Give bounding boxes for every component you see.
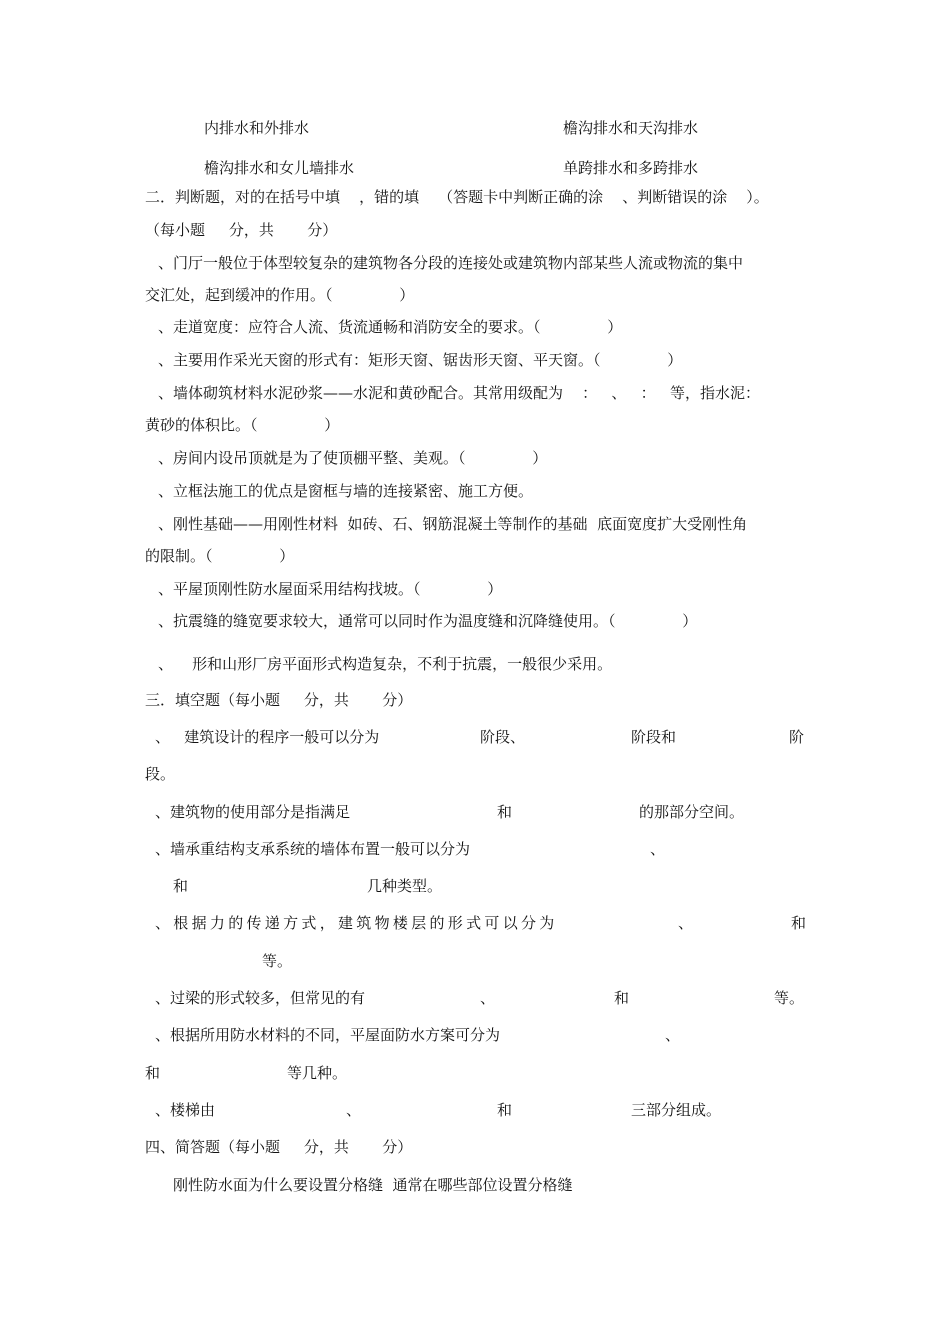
- fill-question-5-part: 和: [614, 989, 630, 1007]
- tf-question-5: 、房间内设吊顶就是为了使顶棚平整、美观。（ ）: [158, 449, 548, 467]
- fill-question-3-cont: 和: [173, 877, 189, 895]
- fill-question-1: 、 建筑设计的程序一般可以分为: [155, 728, 380, 746]
- fill-question-2: 、建筑物的使用部分是指满足: [155, 803, 351, 821]
- tf-question-10: 、 形和山形厂房平面形式构造复杂，不利于抗震，一般很少采用。: [158, 655, 613, 673]
- tf-question-9: 、抗震缝的缝宽要求较大，通常可以同时作为温度缝和沉降缝使用。（ ）: [158, 612, 698, 630]
- fill-question-1-cont: 段。: [145, 765, 176, 783]
- fill-question-5: 、过梁的形式较多，但常见的有: [155, 989, 366, 1007]
- tf-question-4: 、墙体砌筑材料水泥砂浆——水泥和黄砂配合。其常用级配为 ： 、 ： 等，指水泥：: [158, 384, 760, 402]
- tf-question-7: 、刚性基础——用刚性材料 如砖、石、钢筋混凝土等制作的基础 底面宽度扩大受刚性角: [158, 515, 748, 533]
- fill-question-4-part: 和: [791, 914, 807, 932]
- fill-question-7-part: 和: [497, 1101, 513, 1119]
- fill-question-7-part: 三部分组成。: [631, 1101, 722, 1119]
- fill-question-7-part: 、: [346, 1101, 362, 1119]
- fill-question-6-part: 等几种。: [287, 1064, 348, 1082]
- fill-question-6: 、根据所用防水材料的不同，平屋面防水方案可分为: [155, 1026, 501, 1044]
- fill-question-3-part: 、: [650, 840, 666, 858]
- fill-question-2-part: 的那部分空间。: [639, 803, 745, 821]
- tf-question-1: 、门厅一般位于体型较复杂的建筑物各分段的连接处或建筑物内部某些人流或物流的集中: [158, 254, 744, 272]
- fill-question-6-part: 、: [665, 1026, 681, 1044]
- fill-question-6-cont: 和: [145, 1064, 161, 1082]
- section3-heading: 三．填空题（每小题 分，共 分）: [145, 691, 413, 709]
- tf-question-7-cont: 的限制。（ ）: [145, 547, 295, 565]
- fill-question-7: 、楼梯由: [155, 1101, 216, 1119]
- fill-question-4: 、根据力的传递方式，建筑物楼层的形式可以分为: [155, 914, 558, 932]
- tf-question-6: 、立框法施工的优点是窗框与墙的连接紧密、施工方便。: [158, 482, 534, 500]
- fill-question-4-cont: 等。: [262, 952, 293, 970]
- section2-heading: 二．判断题，对的在括号中填 ，错的填 （答题卡中判断正确的涂 、判断错误的涂 ）。: [145, 188, 769, 206]
- fill-question-5-part: 等。: [774, 989, 805, 1007]
- tf-question-8: 、平屋顶刚性防水屋面采用结构找坡。（ ）: [158, 580, 503, 598]
- option-b: 檐沟排水和天沟排水: [563, 119, 699, 137]
- tf-question-1-cont: 交汇处，起到缓冲的作用。（ ）: [145, 286, 415, 304]
- fill-question-1-part: 阶段和: [631, 728, 677, 746]
- fill-question-2-part: 和: [497, 803, 513, 821]
- tf-question-2: 、走道宽度：应符合人流、货流通畅和消防安全的要求。（ ）: [158, 318, 623, 336]
- tf-question-4-cont: 黄砂的体积比。（ ）: [145, 416, 340, 434]
- tf-question-3: 、主要用作采光天窗的形式有：矩形天窗、锯齿形天窗、平天窗。（ ）: [158, 351, 683, 369]
- fill-question-3: 、墙承重结构支承系统的墙体布置一般可以分为: [155, 840, 471, 858]
- section4-heading: 四、简答题（每小题 分，共 分）: [145, 1138, 413, 1156]
- option-d: 单跨排水和多跨排水: [563, 159, 699, 177]
- fill-question-5-part: 、: [480, 989, 496, 1007]
- option-a: 内排水和外排水: [204, 119, 310, 137]
- fill-question-1-part: 阶: [789, 728, 805, 746]
- section2-heading-scoring: （每小题 分，共 分）: [145, 221, 338, 239]
- short-answer-question-1: 刚性防水面为什么要设置分格缝 通常在哪些部位设置分格缝: [173, 1176, 573, 1194]
- fill-question-3-part: 几种类型。: [367, 877, 443, 895]
- fill-question-4-part: 、: [678, 914, 694, 932]
- fill-question-1-part: 阶段、: [480, 728, 526, 746]
- option-c: 檐沟排水和女儿墙排水: [204, 159, 355, 177]
